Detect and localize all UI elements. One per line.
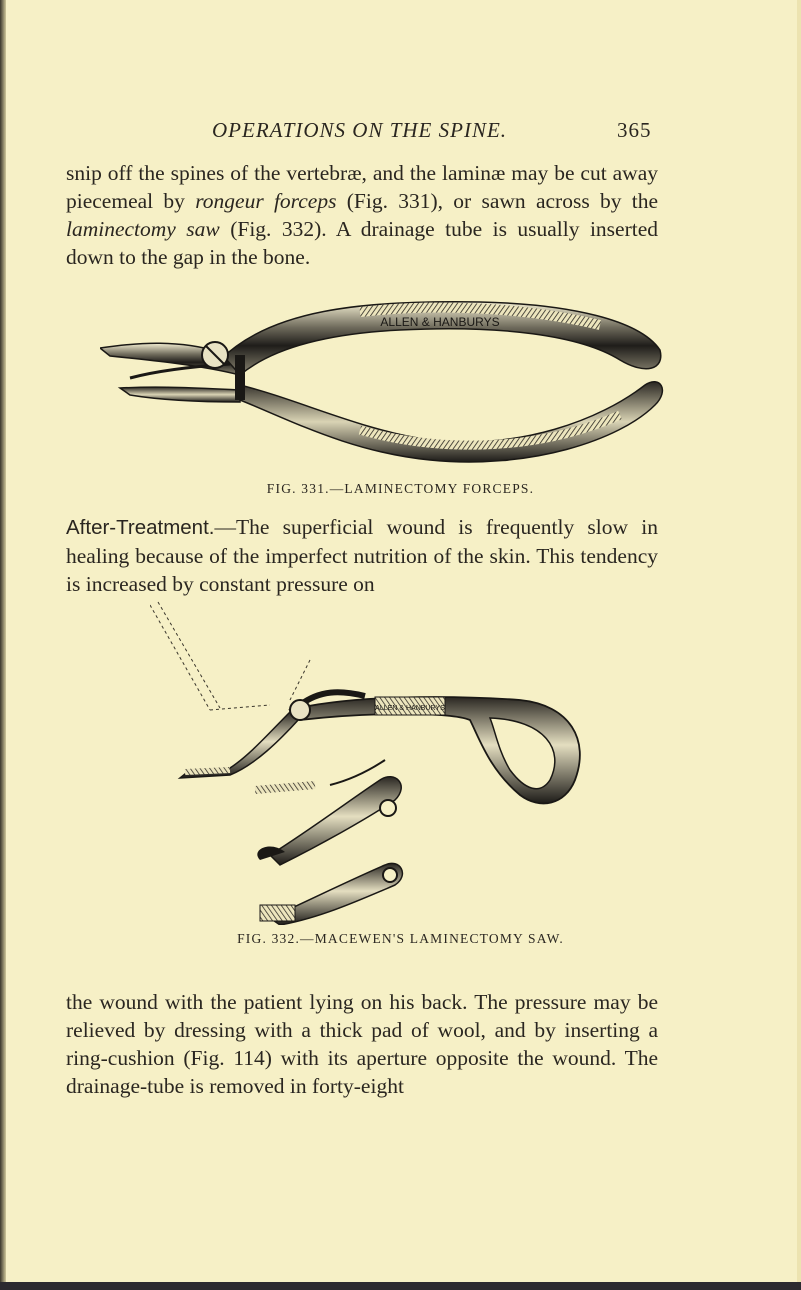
page-binding-edge [0, 0, 6, 1290]
paragraph-2-text: —The superficial wound is frequently slow in healing because of the imperfect nutrition of the skin. This tendency is increased by constant pressure on [66, 515, 658, 596]
paragraph-1 [66, 159, 658, 271]
figure-331-laminectomy-forceps [100, 290, 670, 475]
page-fore-edge [797, 0, 801, 1290]
figure-331-caption: FIG. 331.—LAMINECTOMY FORCEPS. [266, 481, 535, 496]
forceps-upper-handle [220, 302, 661, 375]
running-title: OPERATIONS ON THE SPINE. [212, 118, 508, 142]
paragraph-3: the wound with the patient lying on his back. The pressure may be relieved by dressing with a thick pad of wool, and by inserting a ring-cushion (Fig. 114) with its aperture opposite the wound. The drainage-tube is removed in forty-eight [66, 990, 658, 1098]
forceps-maker-mark: ALLEN & HANBURYS [380, 315, 500, 329]
saw-maker-mark: ALLEN & HANBURYS [375, 705, 445, 712]
paragraph-1-italic-b: laminectomy saw [66, 217, 220, 241]
page-bottom-edge [0, 1282, 801, 1290]
page-number: 365 [617, 118, 652, 142]
paragraph-1-text-c: (Fig. 332). A drainage tube is usually inserted down to the gap in the bone. [66, 217, 659, 269]
paragraph-1-text-a: snip off the spines of the vertebræ, and the laminæ may be cut away piecemeal by [66, 161, 658, 213]
figure-332-macewen-laminectomy-saw [150, 600, 610, 925]
saw-shaft [180, 712, 300, 778]
paragraph-2 [66, 513, 658, 598]
paragraph-1-italic-a: rongeur forceps [195, 189, 337, 213]
paragraph-1-text-b: (Fig. 331), or sawn across by the [336, 189, 659, 213]
after-treatment-heading: After-Treatment. [66, 516, 215, 539]
figure-332-caption: FIG. 332.—MACEWEN'S LAMINECTOMY SAW. [237, 931, 564, 946]
forceps-lower-jaw [120, 387, 240, 402]
